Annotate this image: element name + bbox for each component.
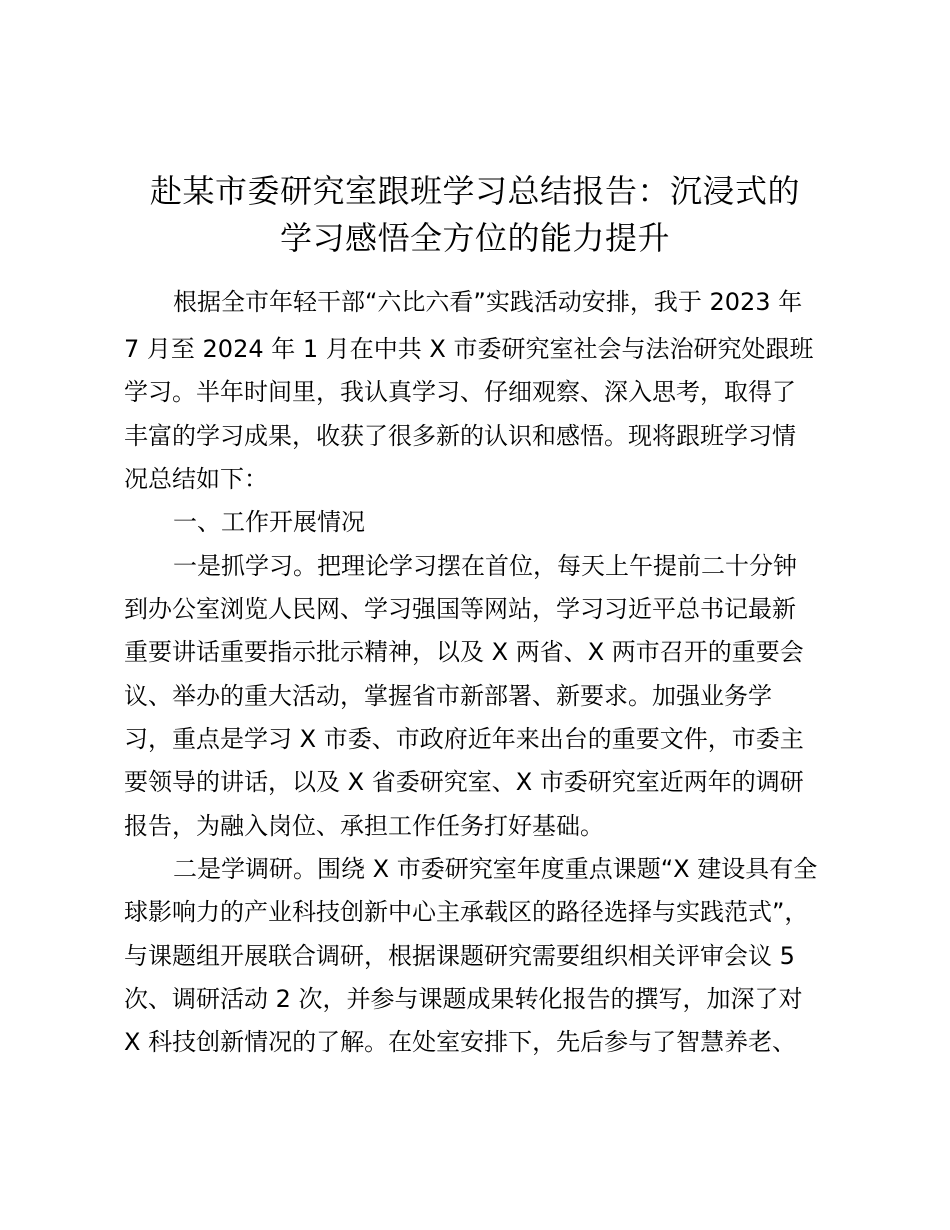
paragraph-line: 与课题组开展联合调研，根据课题研究需要组织相关评审会议 5 xyxy=(124,942,795,970)
paragraph-line: 到办公室浏览人民网、学习强国等网站，学习习近平总书记最新 xyxy=(124,595,796,623)
title-line-2: 学习感悟全方位的能力提升 xyxy=(279,219,670,257)
paragraph-line: 次、调研活动 2 次，并参与课题成果转化报告的撰写，加深了对 xyxy=(124,985,803,1013)
title-line-1: 赴某市委研究室跟班学习总结报告：沉浸式的 xyxy=(149,172,800,210)
paragraph-line: 议、举办的重大活动，掌握省市新部署、新要求。加强业务学 xyxy=(124,682,772,710)
paragraph-line: 根据全市年轻干部“六比六看”实践活动安排，我于 2023 年 xyxy=(173,288,803,316)
paragraph-line: 球影响力的产业科技创新中心主承载区的路径选择与实践范式”， xyxy=(124,898,809,926)
document-title xyxy=(110,168,840,262)
paragraph-line: 二是学调研。围绕 X 市委研究室年度重点课题“X 建设具有全 xyxy=(173,855,818,883)
paragraph-line: 一是抓学习。把理论学习摆在首位，每天上午提前二十分钟 xyxy=(173,552,797,580)
paragraph-line: 7 月至 2024 年 1 月在中共 X 市委研究室社会与法治研究处跟班 xyxy=(124,335,814,363)
paragraph-line: 丰富的学习成果，收获了很多新的认识和感悟。现将跟班学习情 xyxy=(124,422,796,450)
paragraph-line: 重要讲话重要指示批示精神，以及 X 两省、X 两市召开的重要会 xyxy=(124,638,804,666)
paragraph-line: 要领导的讲话，以及 X 省委研究室、X 市委研究室近两年的调研 xyxy=(124,768,804,796)
section-heading: 一、工作开展情况 xyxy=(173,508,365,536)
paragraph-line: 习，重点是学习 X 市委、市政府近年来出台的重要文件，市委主 xyxy=(124,725,804,753)
paragraph-line: 学习。半年时间里，我认真学习、仔细观察、深入思考，取得了 xyxy=(124,378,796,406)
paragraph-line: 报告，为融入岗位、承担工作任务打好基础。 xyxy=(124,812,604,840)
paragraph-line: 况总结如下： xyxy=(124,465,268,493)
paragraph-line: X 科技创新情况的了解。在处室安排下，先后参与了智慧养老、 xyxy=(124,1028,797,1056)
